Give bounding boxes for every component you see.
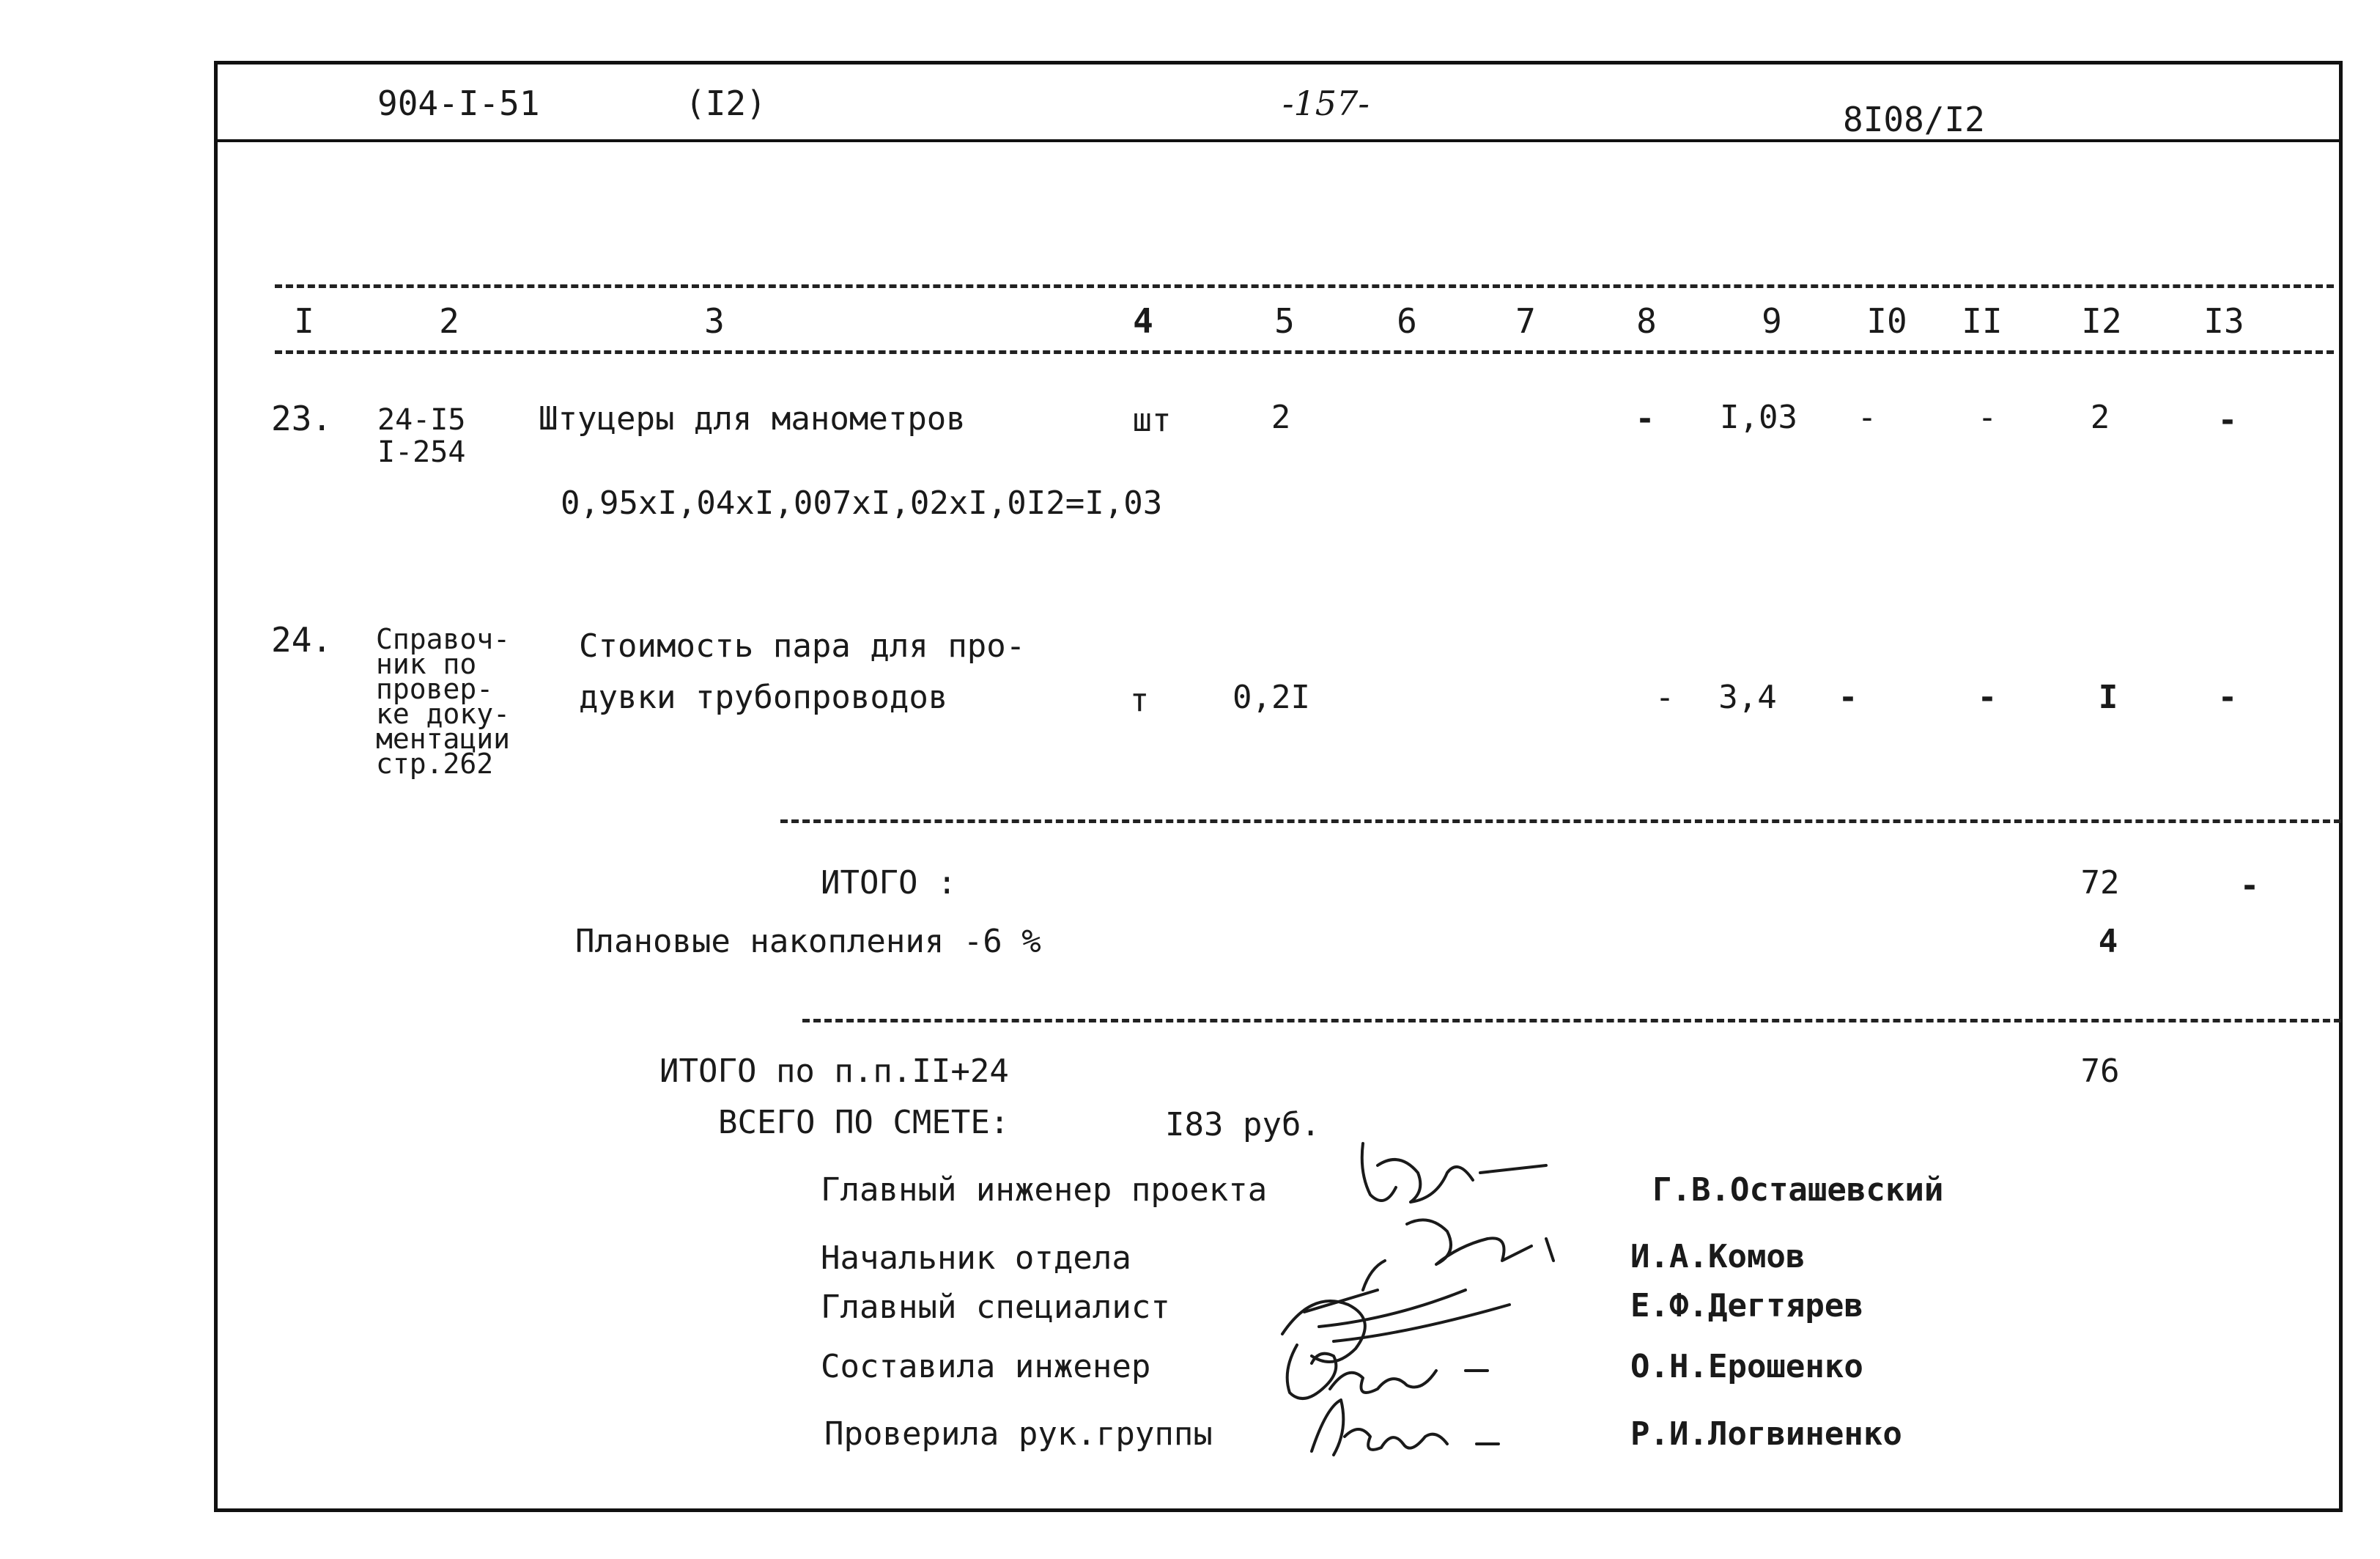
row-number: 23. <box>271 399 333 438</box>
signatory-name: И.А.Комов <box>1630 1238 1806 1275</box>
signatory-role: Главный специалист <box>821 1289 1170 1326</box>
signature-chief-engineer <box>1362 1143 1546 1202</box>
document-id: 8I08/I2 <box>1843 100 1985 139</box>
signature-compiler <box>1287 1345 1488 1398</box>
row-quantity: 0,2I <box>1232 679 1310 716</box>
itogo-pp-col12: 76 <box>2080 1053 2120 1090</box>
row-name: дувки трубопроводов <box>579 679 948 716</box>
row-col8: - <box>1635 400 1655 438</box>
row-col12: 2 <box>2090 399 2110 436</box>
row-basis: 24-I5 <box>377 403 466 437</box>
vsego-label: ВСЕГО ПО СМЕТЕ: <box>718 1104 1010 1141</box>
signatory-name: О.Н.Ерошенко <box>1630 1348 1863 1385</box>
signatory-role: Главный инженер проекта <box>821 1171 1268 1209</box>
signatory-role: Проверила рук.группы <box>824 1415 1213 1453</box>
row-col12: I <box>2098 679 2118 716</box>
row-basis: I-254 <box>377 435 466 469</box>
row-col10: - <box>1857 399 1877 436</box>
row-basis: ментации <box>376 723 511 755</box>
column-number: 4 <box>1133 301 1153 341</box>
row-col11: - <box>1977 679 1998 716</box>
page-number: -157- <box>1282 84 1370 123</box>
signatory-name: Г.В.Осташевский <box>1652 1171 1944 1209</box>
sheet-number: (I2) <box>685 84 766 123</box>
column-number: I2 <box>2081 301 2122 341</box>
row-col13: - <box>2217 679 2238 716</box>
signature-dept-head <box>1407 1220 1553 1264</box>
itogo-col13: - <box>2239 867 2260 904</box>
signature-chief-specialist <box>1282 1261 1509 1362</box>
itogo-label: ИТОГО : <box>821 864 957 902</box>
row-unit: т <box>1129 682 1150 719</box>
column-number: 7 <box>1515 301 1536 341</box>
column-number: I <box>294 301 314 341</box>
column-number: II <box>1962 301 2003 341</box>
itogo-col12: 72 <box>2080 864 2120 902</box>
column-number: 9 <box>1762 301 1782 341</box>
row-col9: I,03 <box>1720 399 1797 436</box>
row-basis: ник по <box>376 648 477 680</box>
row-basis: ке доку- <box>376 698 511 730</box>
row-number: 24. <box>271 620 333 660</box>
column-number: 6 <box>1397 301 1417 341</box>
row-basis: Справоч- <box>376 623 511 655</box>
row-col9: 3,4 <box>1718 679 1777 716</box>
row-basis: провер- <box>376 673 494 705</box>
itogo-pp-label: ИТОГО по п.п.II+24 <box>659 1053 1009 1090</box>
vsego-value: I83 руб. <box>1165 1106 1320 1143</box>
row-col10: - <box>1838 679 1858 716</box>
column-number: 8 <box>1636 301 1657 341</box>
row-calculation: 0,95xI,04xI,007xI,02xI,0I2=I,03 <box>561 484 1163 522</box>
planned-savings-col12: 4 <box>2098 923 2118 960</box>
column-number: I0 <box>1866 301 1907 341</box>
row-basis: стр.262 <box>376 748 494 780</box>
signatory-name: Е.Ф.Дегтярев <box>1630 1287 1863 1324</box>
column-number: 3 <box>704 301 725 341</box>
row-col11: - <box>1977 399 1998 436</box>
row-quantity: 2 <box>1271 399 1291 436</box>
column-number: I3 <box>2203 301 2244 341</box>
planned-savings-label: Плановые накопления -6 % <box>575 923 1041 960</box>
row-name: Штуцеры для манометров <box>539 400 966 438</box>
row-name: Стоимость пара для про- <box>579 627 1026 665</box>
row-col13: - <box>2217 402 2238 439</box>
signatory-role: Начальник отдела <box>821 1239 1131 1277</box>
signatory-role: Составила инженер <box>821 1348 1151 1385</box>
column-number: 2 <box>439 301 459 341</box>
document-code: 904-I-51 <box>377 84 540 123</box>
signatory-name: Р.И.Логвиненко <box>1630 1415 1902 1453</box>
signature-group-lead <box>1312 1400 1498 1455</box>
row-col8: - <box>1655 679 1675 716</box>
column-number: 5 <box>1274 301 1295 341</box>
row-unit: шт <box>1132 402 1172 439</box>
